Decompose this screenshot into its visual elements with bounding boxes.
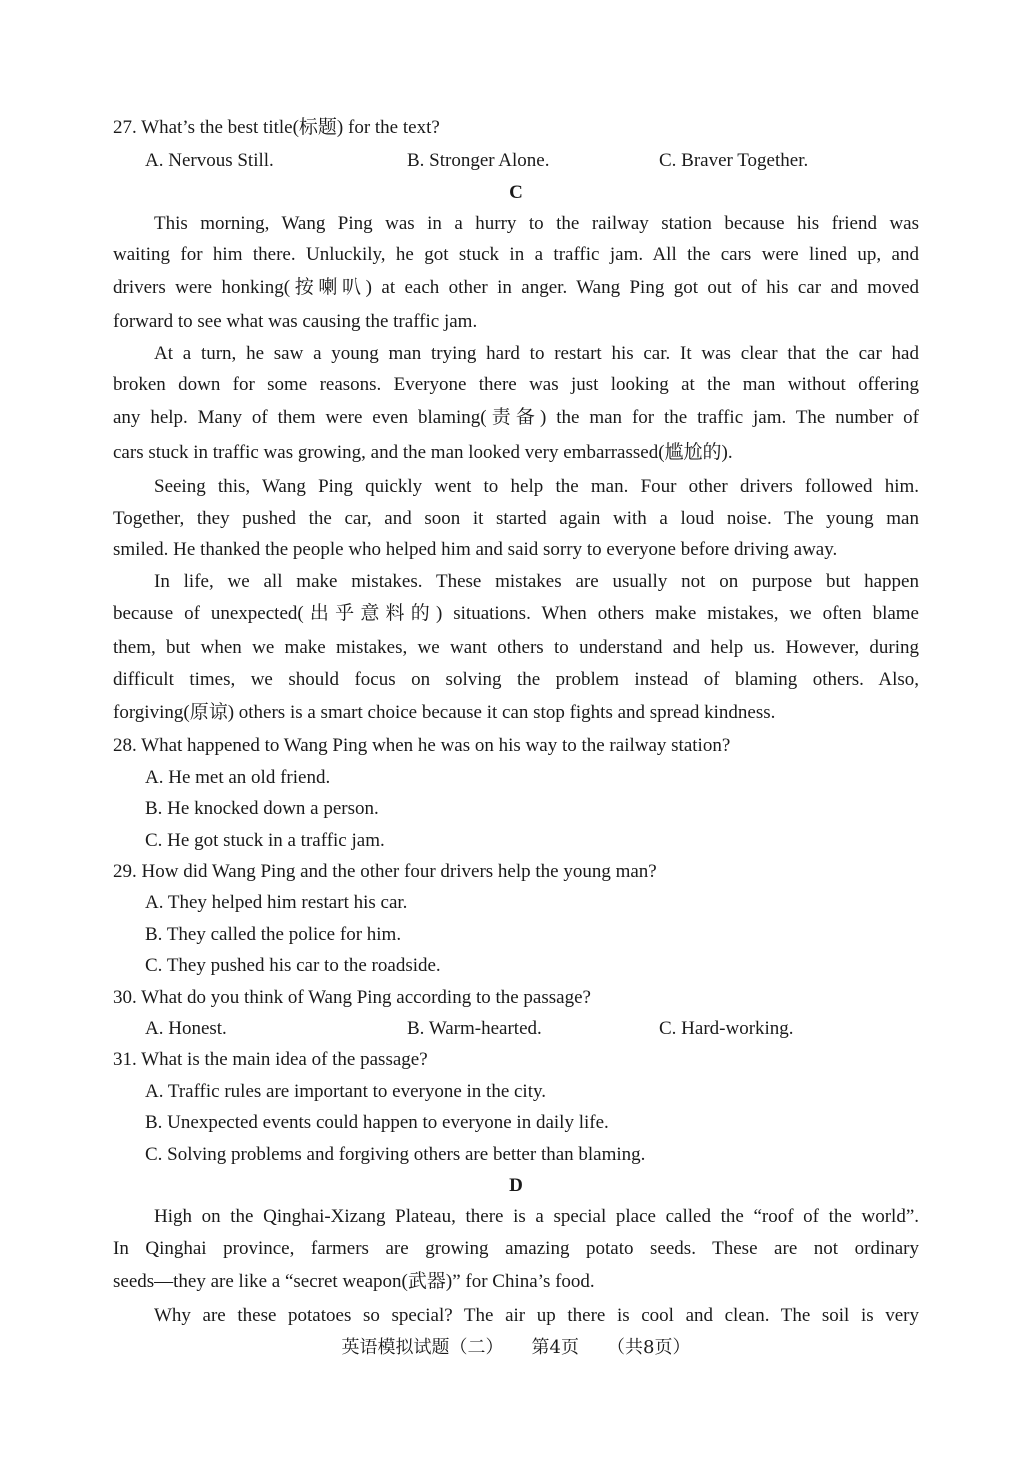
page-footer bbox=[0, 1336, 1032, 1360]
question-28: 28. What happened to Wang Ping when he was on his way to the railway station? bbox=[113, 735, 731, 756]
passage-c-line: This morning, Wang Ping was in a hurry to the railway station because his friend was bbox=[154, 213, 919, 234]
q29-option-c: C. They pushed his car to the roadside. bbox=[145, 955, 441, 976]
passage-c-line: difficult times, we should focus on solving the problem instead of blaming others. Also, bbox=[113, 669, 919, 690]
passage-d-line: seeds—they are like a “secret weapon(武器)” for China’s food. bbox=[113, 1271, 595, 1292]
passage-d-line: Why are these potatoes so special? The air up there is cool and clean. The soil is very bbox=[154, 1305, 919, 1326]
q27-option-b: B. Stronger Alone. bbox=[407, 150, 550, 171]
passage-c-line: cars stuck in traffic was growing, and the man looked very embarrassed(尴尬的). bbox=[113, 442, 733, 463]
q30-option-a: A. Honest. bbox=[145, 1018, 227, 1039]
q30-option-c: C. Hard-working. bbox=[659, 1018, 794, 1039]
passage-c-line: drivers were honking(按喇叭) at each other in anger. Wang Ping got out of his car and moved bbox=[113, 277, 919, 298]
passage-c-line: broken down for some reasons. Everyone there was just looking at the man without offering bbox=[113, 374, 919, 395]
q29-option-b: B. They called the police for him. bbox=[145, 924, 402, 945]
question-27: 27. What’s the best title(标题) for the text? bbox=[113, 117, 440, 138]
q28-option-a: A. He met an old friend. bbox=[145, 767, 331, 788]
question-31: 31. What is the main idea of the passage? bbox=[113, 1049, 428, 1070]
passage-c-line: any help. Many of them were even blaming(责备) the man for the traffic jam. The number of bbox=[113, 407, 919, 428]
passage-c-line: At a turn, he saw a young man trying hard to restart his car. It was clear that the car had bbox=[154, 343, 919, 364]
q30-option-b: B. Warm-hearted. bbox=[407, 1018, 542, 1039]
q27-option-a: A. Nervous Still. bbox=[145, 150, 274, 171]
q29-option-a: A. They helped him restart his car. bbox=[145, 892, 408, 913]
passage-c-line: because of unexpected(出乎意料的) situations. When others make mistakes, we often blame bbox=[113, 603, 919, 624]
q27-option-c: C. Braver Together. bbox=[659, 150, 809, 171]
passage-c-line: In life, we all make mistakes. These mistakes are usually not on purpose but happen bbox=[154, 571, 919, 592]
q31-option-b: B. Unexpected events could happen to everyone in daily life. bbox=[145, 1112, 609, 1133]
section-c-heading: C bbox=[509, 182, 523, 203]
q31-option-a: A. Traffic rules are important to everyone in the city. bbox=[145, 1081, 547, 1102]
q28-option-c: C. He got stuck in a traffic jam. bbox=[145, 830, 385, 851]
section-d-heading: D bbox=[509, 1175, 523, 1196]
passage-c-line: forgiving(原谅) others is a smart choice because it can stop fights and spread kindness. bbox=[113, 702, 776, 723]
question-30: 30. What do you think of Wang Ping according to the passage? bbox=[113, 987, 591, 1008]
footer-page-number: 第4页 bbox=[531, 1337, 579, 1358]
q28-option-b: B. He knocked down a person. bbox=[145, 798, 379, 819]
question-29: 29. How did Wang Ping and the other four drivers help the young man? bbox=[113, 861, 657, 882]
q31-option-c: C. Solving problems and forgiving others are better than blaming. bbox=[145, 1144, 646, 1165]
passage-d-line: In Qinghai province, farmers are growing amazing potato seeds. These are not ordinary bbox=[113, 1238, 919, 1259]
passage-c-line: Seeing this, Wang Ping quickly went to help the man. Four other drivers followed him. bbox=[154, 476, 919, 497]
passage-c-line: smiled. He thanked the people who helped him and said sorry to everyone before driving away. bbox=[113, 539, 838, 560]
passage-c-line: Together, they pushed the car, and soon it started again with a loud noise. The young man bbox=[113, 508, 919, 529]
passage-c-line: them, but when we make mistakes, we want others to understand and help us. However, during bbox=[113, 637, 919, 658]
passage-c-line: waiting for him there. Unluckily, he got stuck in a traffic jam. All the cars were lined up, and bbox=[113, 244, 919, 265]
footer-total-pages: （共8页） bbox=[607, 1337, 691, 1358]
passage-d-line: High on the Qinghai-Xizang Plateau, there is a special place called the “roof of the world”. bbox=[154, 1206, 919, 1227]
passage-c-line: forward to see what was causing the traffic jam. bbox=[113, 311, 478, 332]
footer-exam-title: 英语模拟试题（二） bbox=[341, 1337, 504, 1358]
